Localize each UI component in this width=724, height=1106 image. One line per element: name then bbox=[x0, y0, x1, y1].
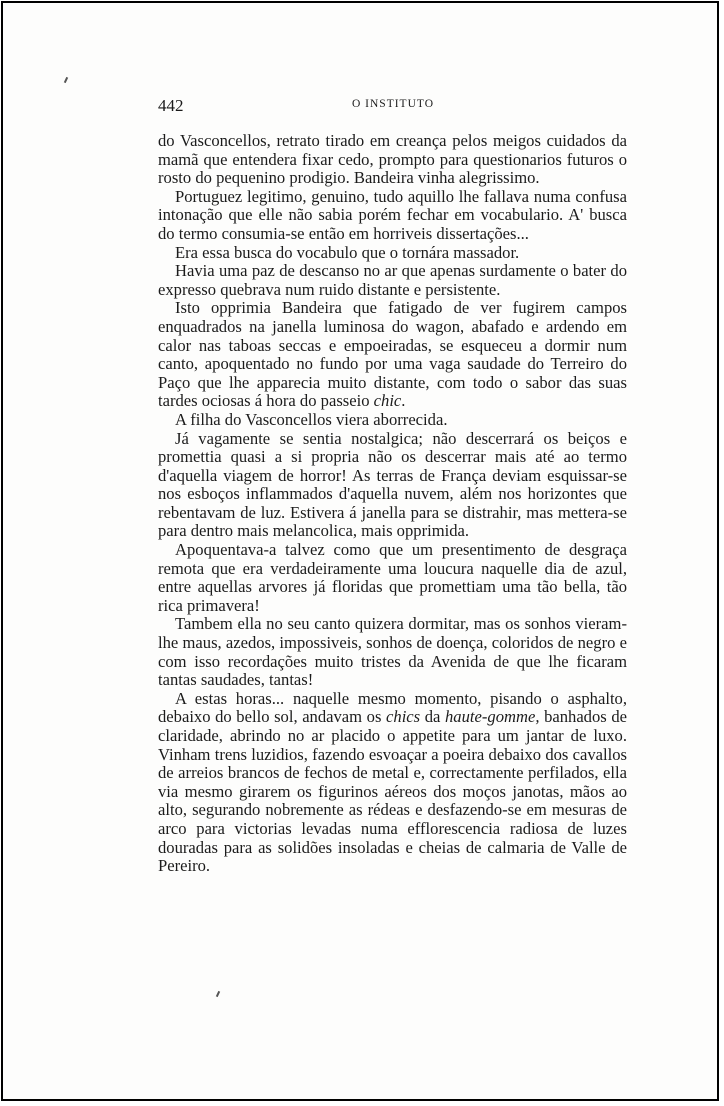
paragraph: Tambem ella no seu canto quizera dormitar, mas os sonhos vieram-lhe maus, azedos, impossiveis, sonhos de doença, coloridos de negro e com isso recordações muito tristes da Avenida de que lhe ficaram tantas saudades, tantas! bbox=[158, 614, 627, 690]
running-title: O INSTITUTO bbox=[351, 98, 435, 110]
italic-word: chics bbox=[386, 707, 421, 727]
ink-speck bbox=[64, 77, 68, 83]
paragraph: A filha do Vasconcellos viera aborrecida. bbox=[175, 409, 448, 429]
italic-word: chic bbox=[373, 391, 402, 411]
book-page bbox=[1, 1, 719, 1101]
paragraph: Havia uma paz de descanso no ar que apenas surdamente o bater do expresso quebrava num ruido distante e persistente. bbox=[158, 261, 627, 299]
paragraph: Era essa busca do vocabulo que o tornára massador. bbox=[175, 242, 520, 262]
running-head bbox=[158, 96, 628, 116]
paragraph: Isto opprimia Bandeira que fatigado de ver fugirem campos enquadrados na janella luminosa do wagon, abafado e ardendo em calor nas taboas seccas e empoeiradas, se esqueceu a dormir num canto, apoquentado no fundo por uma vaga saudade do Terreiro do Paço que lhe apparecia muito distante, com todo o sabor das suas tardes ociosas á hora do passeio chic. bbox=[158, 298, 627, 411]
ink-speck bbox=[216, 991, 220, 997]
italic-word: haute-gomme, bbox=[445, 707, 540, 727]
paragraph: Apoquentava-a talvez como que um presentimento de desgraça remota que era verdadeiramente uma loucura naquelle dia de azul, entre aquellas arvores já floridas que promettiam uma tão bella, tão rica primavera! bbox=[158, 540, 627, 615]
paragraph: do Vasconcellos, retrato tirado em creança pelos meigos cuidados da mamã que entendera fixar cedo, prompto para questionarios futuros o rosto do pequenino prodigio. Bandeira vinha alegrissimo. bbox=[158, 131, 627, 188]
paragraph: Portuguez legitimo, genuino, tudo aquillo lhe fallava numa confusa intonação que elle não sabia porém fechar em vocabulario. A' busca do termo consumia-se então em horriveis dissertações... bbox=[158, 186, 627, 243]
paragraph: A estas horas... naquelle mesmo momento, pisando o asphalto, debaixo do bello sol, andavam os chics da haute-gomme, banhados de claridade, abrindo no ar placido o appetite para um jantar de luxo. Vinham trens luzidios, fazendo esvoaçar a poeira debaixo dos cavallos de arreios brancos de fechos de metal e, correctamente perfilados, ella via mesmo girarem os figurinos aéreos dos moços janotas, mãos ao alto, segurando nobremente as rédeas e desfazendo-se em mesuras de arco para victorias levadas numa efflorescencia radiosa de luzes douradas para as solidões insoladas e cheias de calmaria de Valle de Pereiro. bbox=[158, 688, 627, 876]
page-number: 442 bbox=[158, 96, 184, 115]
paragraph: Já vagamente se sentia nostalgica; não descerrará os beiços e promettia quasi a si propria não os descerrar mais até ao termo d'aquella viagem de horror! As terras de França deviam esquissar-se nos esboços inflammados d'aquella nuvem, além nos horizontes que rebentavam de luz. Estivera á janella para se distrahir, mas mettera-se para dentro mais melancolica, mais opprimida. bbox=[158, 428, 627, 541]
body-text bbox=[158, 132, 627, 876]
